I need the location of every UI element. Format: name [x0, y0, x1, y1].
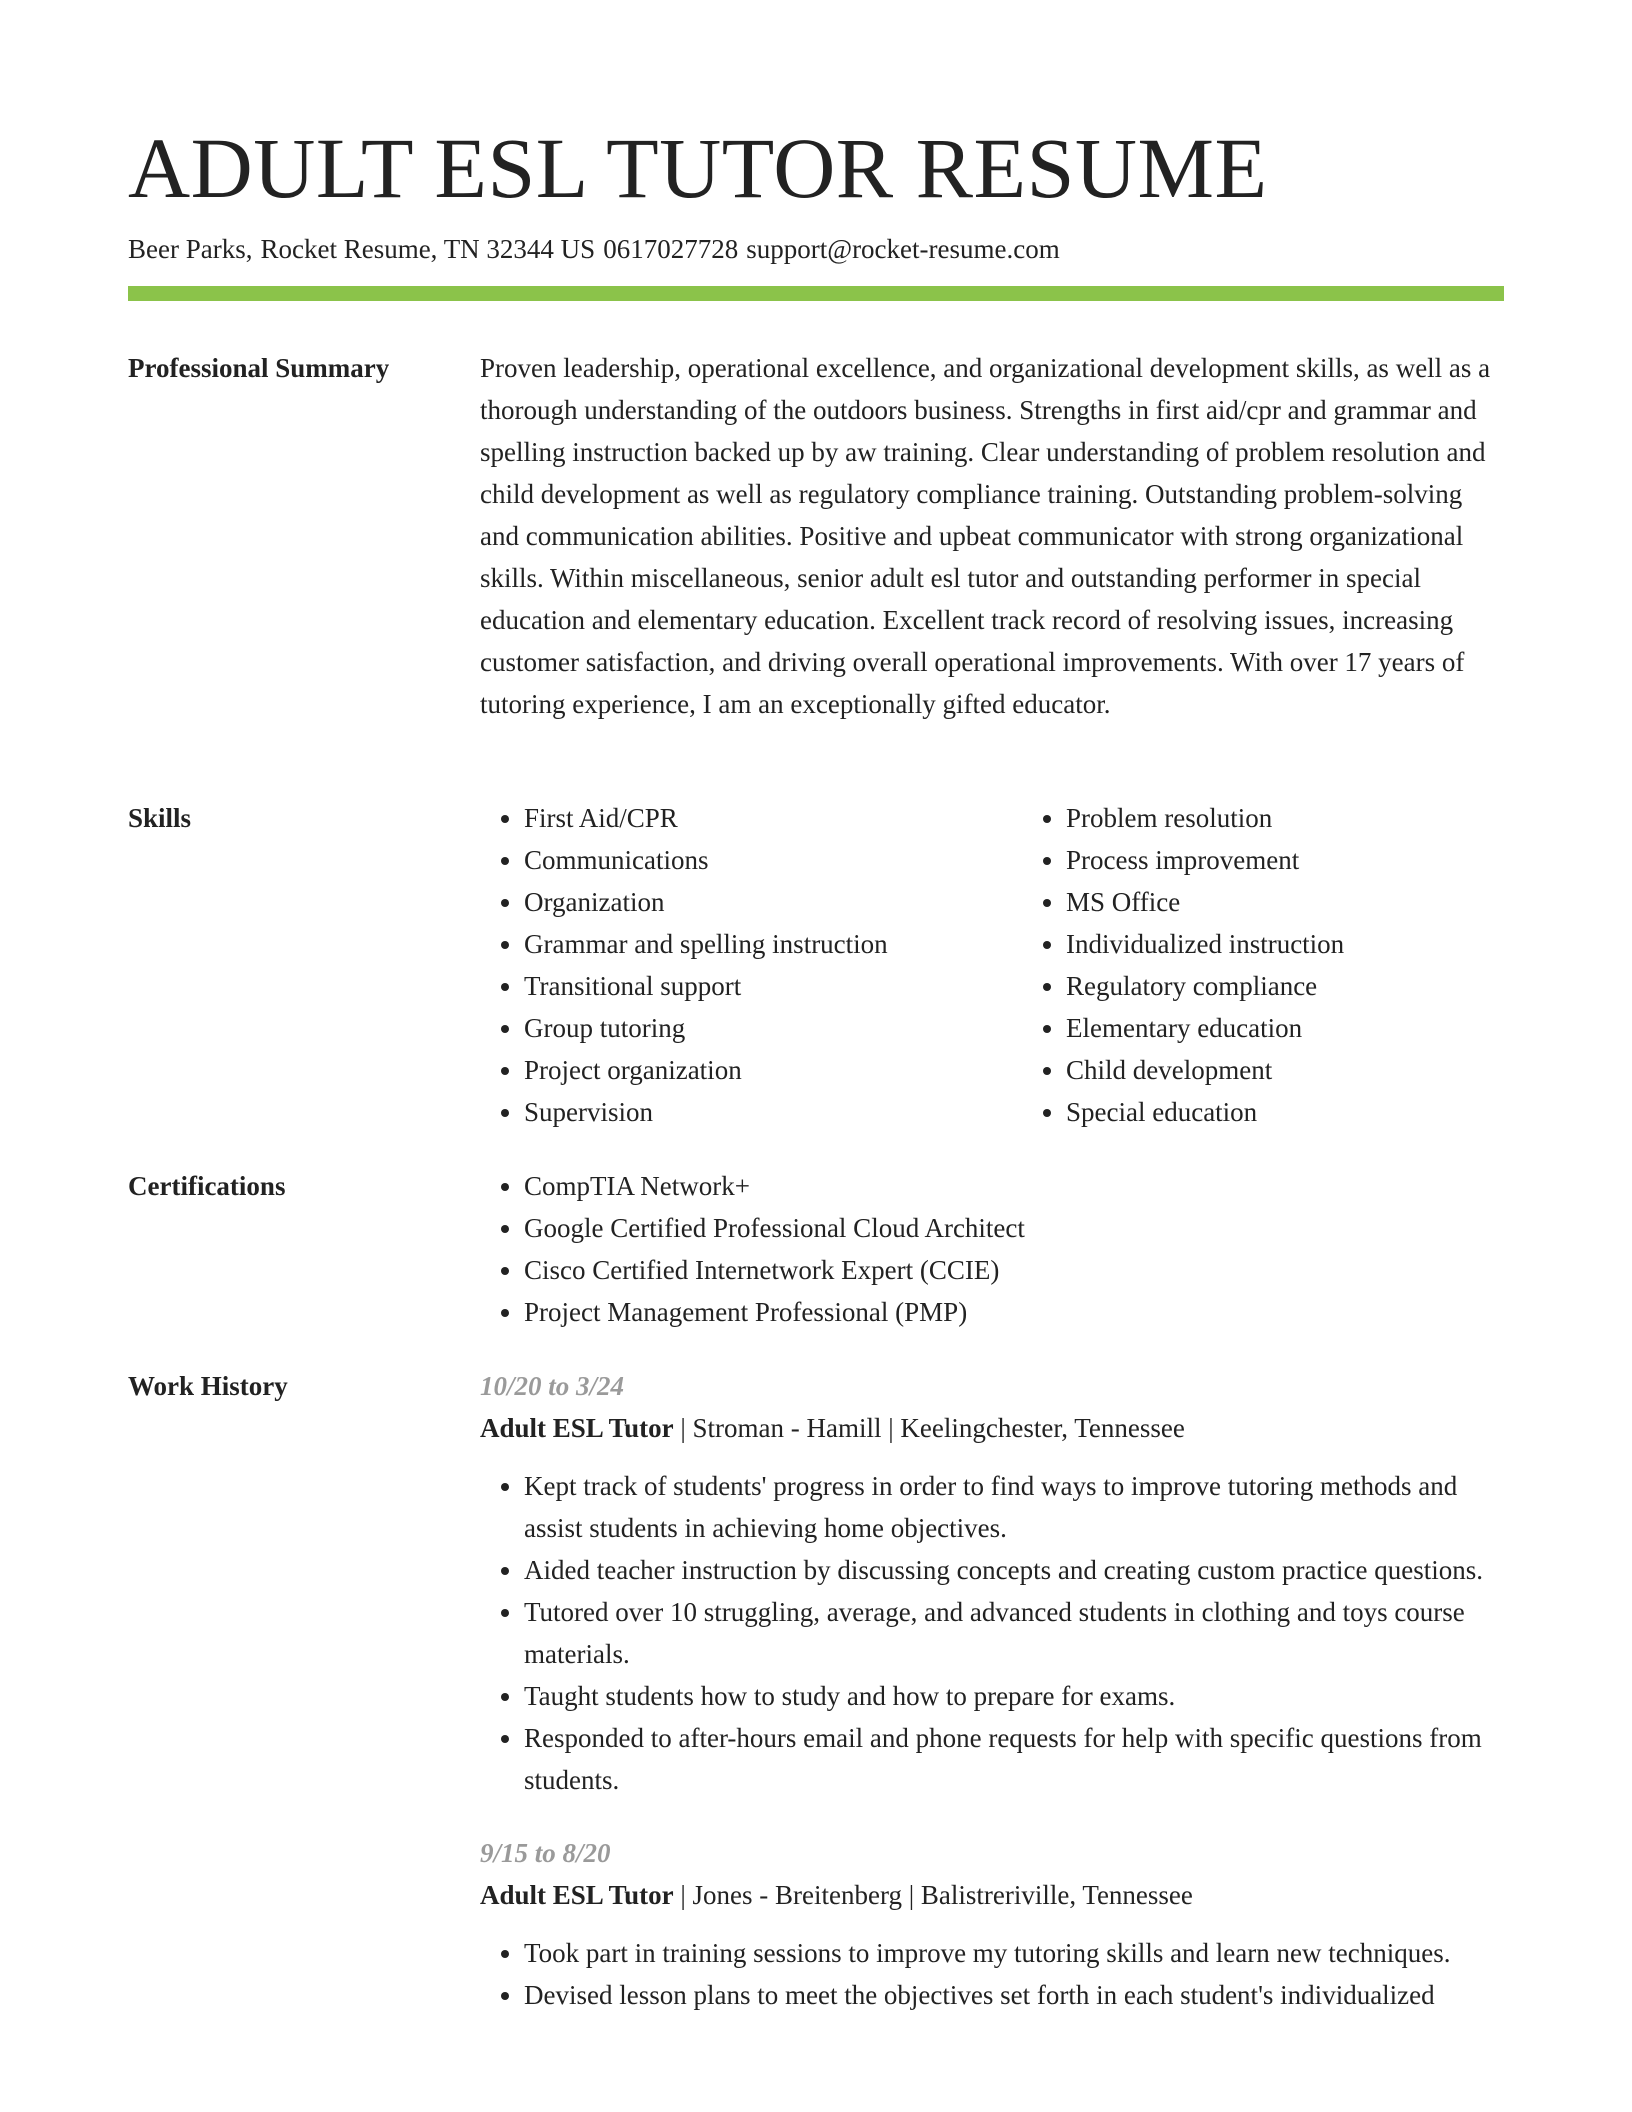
- skill-item: • Special education: [1066, 1091, 1504, 1133]
- job-bullet: • Devised lesson plans to meet the objectives set forth in each student's individualized: [524, 1974, 1504, 2016]
- skill-item: • Organization: [524, 881, 962, 923]
- job-bullets: [480, 1465, 1504, 1801]
- job-details: | Jones - Breitenberg | Balistreriville, Tennessee: [673, 1880, 1193, 1910]
- certifications-body: [480, 1165, 1504, 1333]
- summary-text: Proven leadership, operational excellence, and organizational development skills, as well as a thorough understanding of the outdoors business. Strengths in first aid/cpr and grammar and spelling instruction backed up by aw training. Clear understanding of problem resolution and child development as well as regulatory compliance training. Outstanding problem-solving and communication abilities. Positive and upbeat communicator with strong organizational skills. Within miscellaneous, senior adult esl tutor and outstanding performer in special education and elementary education. Excellent track record of resolving issues, increasing customer satisfaction, and driving overall operational improvements. With over 17 years of tutoring experience, I am an exceptionally gifted educator.: [480, 353, 1491, 719]
- skill-item: • Supervision: [524, 1091, 962, 1133]
- work-history-body: [480, 1365, 1504, 2016]
- job-bullet: • Took part in training sessions to improve my tutoring skills and learn new techniques.: [524, 1932, 1504, 1974]
- certification-item: • Project Management Professional (PMP): [524, 1291, 1504, 1333]
- contact-line: [128, 230, 1068, 268]
- job-bullet: • Aided teacher instruction by discussing concepts and creating custom practice questions.: [524, 1549, 1504, 1591]
- skill-item: • Problem resolution: [1066, 797, 1504, 839]
- job-entry: [480, 1365, 1504, 1801]
- job-bullet: • Tutored over 10 struggling, average, and advanced students in clothing and toys course materials.: [524, 1591, 1504, 1675]
- skill-item: • Process improvement: [1066, 839, 1504, 881]
- job-title-line: [480, 1874, 1504, 1916]
- job-title: Adult ESL Tutor: [480, 1880, 674, 1910]
- job-bullet: • Responded to after-hours email and phone requests for help with specific questions from students.: [524, 1717, 1504, 1801]
- summary-body: [480, 347, 1504, 725]
- skill-item: • Group tutoring: [524, 1007, 962, 1049]
- skill-item: • First Aid/CPR: [524, 797, 962, 839]
- job-title-line: [480, 1407, 1504, 1449]
- job-title: Adult ESL Tutor: [480, 1413, 674, 1443]
- resume-title: ADULT ESL TUTOR RESUME: [128, 120, 1268, 216]
- job-details: | Stroman - Hamill | Keelingchester, Tennessee: [673, 1413, 1185, 1443]
- contact-name: Beer Parks,: [128, 234, 253, 264]
- header-accent-bar: [128, 286, 1504, 301]
- job-bullets: [480, 1932, 1504, 2016]
- job-entry: [480, 1832, 1504, 2016]
- skill-item: • Individualized instruction: [1066, 923, 1504, 965]
- certifications-list: [480, 1165, 1504, 1333]
- job-bullet: • Kept track of students' progress in order to find ways to improve tutoring methods and assist students in achieving home objectives.: [524, 1465, 1504, 1549]
- skill-item: • MS Office: [1066, 881, 1504, 923]
- certifications-label: Certifications: [128, 1171, 286, 1201]
- work-history-label: Work History: [128, 1371, 288, 1401]
- certification-item: • Cisco Certified Internetwork Expert (CCIE): [524, 1249, 1504, 1291]
- skill-item: • Transitional support: [524, 965, 962, 1007]
- certification-item: • CompTIA Network+: [524, 1165, 1504, 1207]
- skill-item: • Communications: [524, 839, 962, 881]
- skills-body: [480, 797, 1504, 1133]
- skill-item: • Project organization: [524, 1049, 962, 1091]
- skills-list-left: [480, 797, 962, 1133]
- summary-label: Professional Summary: [128, 353, 390, 383]
- job-bullet: • Taught students how to study and how to prepare for exams.: [524, 1675, 1504, 1717]
- skill-item: • Grammar and spelling instruction: [524, 923, 962, 965]
- job-date: 9/15 to 8/20: [480, 1838, 611, 1868]
- skills-label: Skills: [128, 803, 192, 833]
- skill-item: • Child development: [1066, 1049, 1504, 1091]
- certification-item: • Google Certified Professional Cloud Architect: [524, 1207, 1504, 1249]
- job-date: 10/20 to 3/24: [480, 1371, 625, 1401]
- contact-address: Rocket Resume, TN 32344 US: [260, 234, 596, 264]
- contact-email: support@rocket-resume.com: [746, 234, 1060, 264]
- skill-item: • Elementary education: [1066, 1007, 1504, 1049]
- skills-list-right: [1022, 797, 1504, 1133]
- skill-item: • Regulatory compliance: [1066, 965, 1504, 1007]
- contact-phone: 0617027728: [603, 234, 739, 264]
